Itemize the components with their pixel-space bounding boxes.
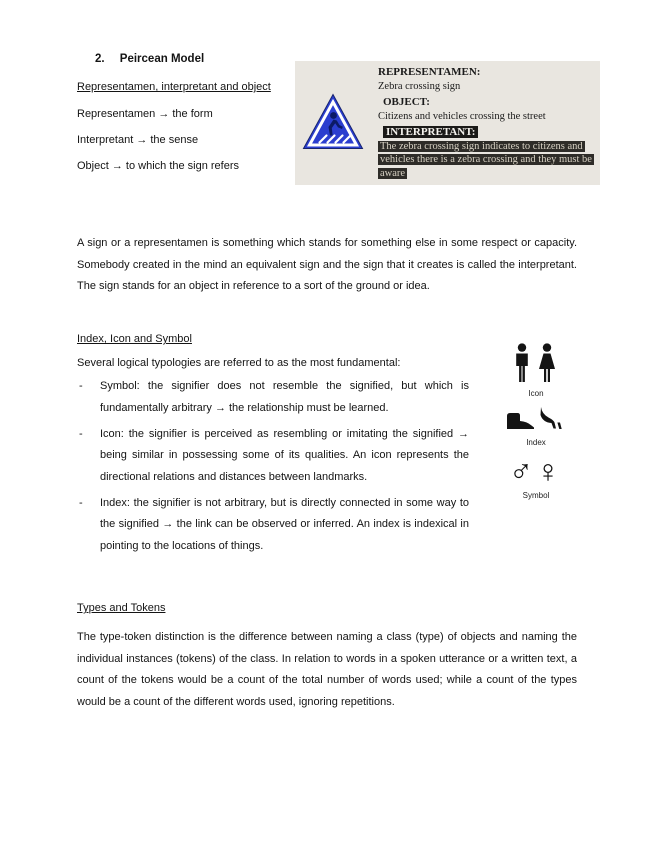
male-symbol-icon: ♂ [509, 453, 536, 489]
representamen-line: Representamen → the form [77, 108, 213, 120]
object-line: Object → to which the sign refers [77, 160, 240, 172]
list-item-symbol [77, 376, 577, 419]
female-symbol-icon: ♀ [536, 453, 563, 489]
types-tokens-paragraph: The type-token distinction is the difference between naming a class (type) of objects and naming the individual instances (tokens) of the class. In relation to words in a spoken utterance or a written text, a count of the tokens would be a count of the total number of words used; while a count of the types would be a count of the different words used, ignoring repetitions. [77, 631, 577, 708]
sign-definition-paragraph: A sign or a representamen is something which stands for something else in some respect or capacity. Somebody created in the mind an equivalent sign and the sign that it creates is called the interpretant. The sign stands for an object in reference to a sort of the ground or idea. [77, 237, 577, 292]
symbol-label: Symbol [522, 491, 550, 500]
typology-list [77, 376, 577, 557]
section-index-icon-symbol [77, 327, 577, 562]
heading-text: Peircean Model [119, 53, 205, 65]
interpretant-value [378, 140, 600, 181]
page-title [95, 53, 204, 65]
interpretant-label-highlight: INTERPRETANT: [383, 126, 478, 138]
list-item-icon-text: Icon: the signifier is perceived as resembling or imitating the signified → being similar in possessing some of its qualities. An icon represents the directional relations and distances between landmarks. [100, 427, 469, 483]
bullet-marker: - [79, 380, 83, 392]
bullet-marker: - [79, 427, 83, 440]
representamen-label: REPRESENTAMEN: [378, 66, 481, 78]
subheading-types-tokens: Types and Tokens [77, 602, 166, 614]
index-label: Index [526, 438, 546, 447]
zebra-crossing-sign-icon [302, 93, 364, 153]
object-value: Citizens and vehicles crossing the street [378, 110, 546, 122]
bullet-marker: - [79, 496, 83, 509]
icon-label: Icon [528, 389, 544, 398]
representamen-value: Zebra crossing sign [378, 80, 461, 92]
object-label: OBJECT: [383, 96, 430, 108]
subheading-index-icon-symbol: Index, Icon and Symbol [77, 333, 192, 345]
interpretant-value-highlight: The zebra crossing sign indicates to citizens and vehicles there is a zebra crossing and they must be aware [380, 140, 592, 179]
zebra-sign-figure [295, 61, 600, 185]
list-item-icon [77, 424, 577, 489]
sign-figure-caption [378, 66, 600, 180]
typology-intro: Several logical typologies are referred to as the most fundamental: [77, 357, 401, 369]
heading-number: 2. [95, 53, 105, 65]
interpretant-line: Interpretant → the sense [77, 134, 199, 146]
list-item-index-text: Index: the signifier is not arbitrary, but is directly connected in some way to the signified → the link can be observed or inferred. An index is indexical in pointing to the locations of things. [100, 496, 469, 552]
list-item-index [77, 493, 577, 558]
list-item-symbol-text: Symbol: the signifier does not resemble the signified, but which is fundamentally arbitrary → the relationship must be learned. [100, 380, 469, 414]
interpretant-label [378, 126, 600, 140]
subheading-representamen: Representamen, interpretant and object [77, 81, 271, 93]
